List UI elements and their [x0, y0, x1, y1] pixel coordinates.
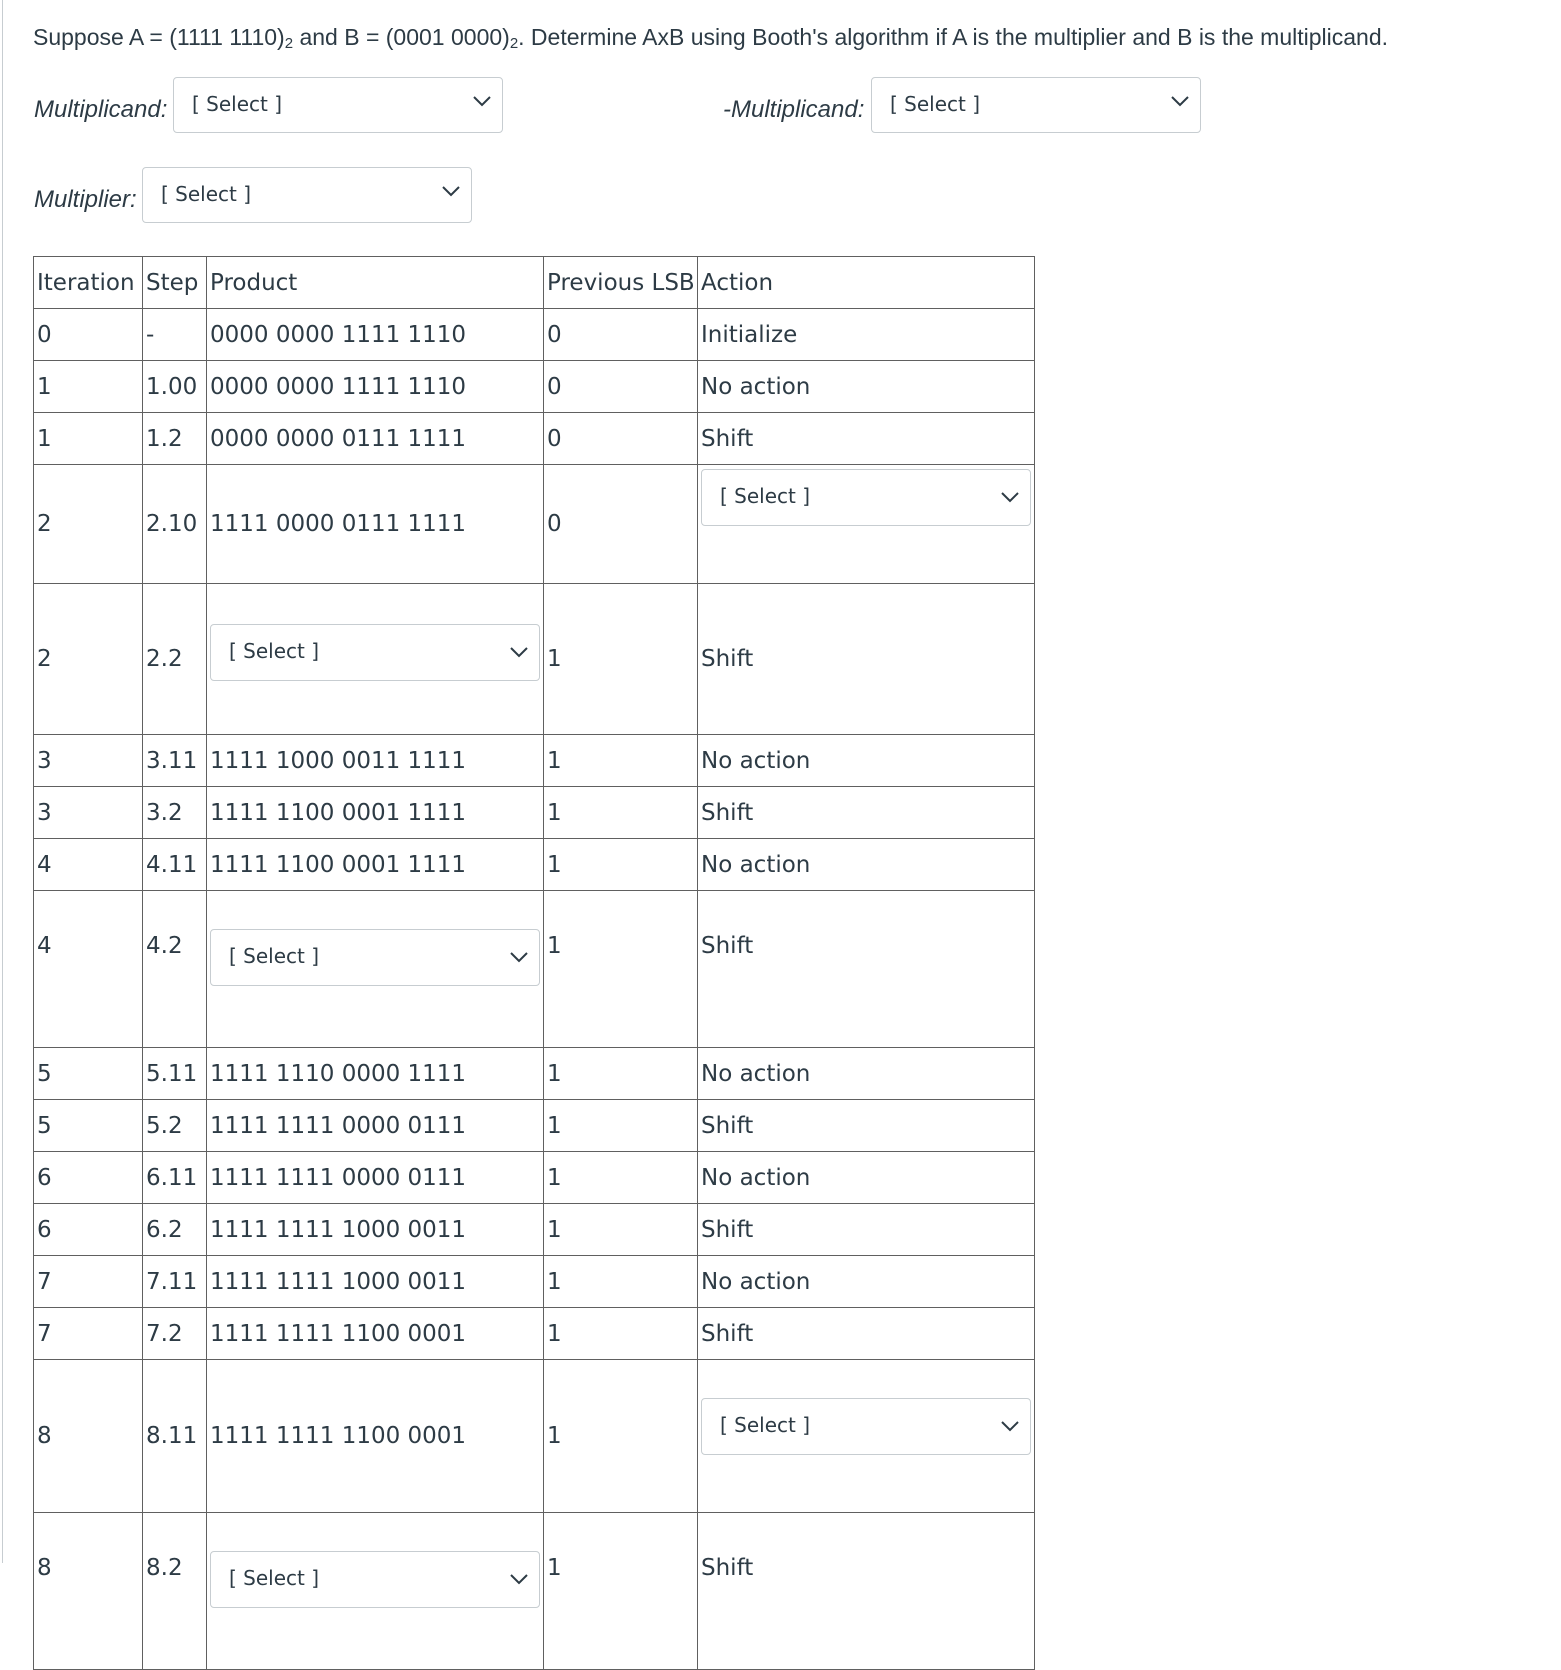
chevron-down-icon — [472, 94, 492, 108]
cell-iteration: 2 — [34, 465, 143, 584]
product-select-4-2[interactable] — [210, 929, 540, 986]
product-select-8-2[interactable] — [210, 1551, 540, 1608]
cell-lsb: 1 — [544, 1360, 698, 1513]
cell-step: 2.2 — [143, 584, 207, 735]
header-action: Action — [698, 257, 1035, 309]
cell-action: No action — [698, 1256, 1035, 1308]
table-row — [34, 465, 1035, 584]
cell-step: 1.00 — [143, 361, 207, 413]
cell-action — [698, 465, 1035, 584]
cell-iteration: 2 — [34, 584, 143, 735]
cell-step: 4.2 — [143, 891, 207, 1048]
cell-step: - — [143, 309, 207, 361]
cell-step: 6.2 — [143, 1204, 207, 1256]
cell-step: 3.2 — [143, 787, 207, 839]
cell-step: 2.10 — [143, 465, 207, 584]
cell-lsb: 0 — [544, 361, 698, 413]
chevron-down-icon — [509, 950, 529, 964]
table-row — [34, 839, 1035, 891]
cell-action: No action — [698, 839, 1035, 891]
cell-lsb: 0 — [544, 309, 698, 361]
cell-action: No action — [698, 735, 1035, 787]
cell-product: 0000 0000 0111 1111 — [207, 413, 544, 465]
multiplicand-label: Multiplicand: — [34, 96, 168, 123]
cell-iteration: 4 — [34, 891, 143, 1048]
cell-lsb: 0 — [544, 465, 698, 584]
table-row — [34, 1100, 1035, 1152]
neg-multiplicand-select-value: [ Select ] — [890, 92, 981, 116]
cell-iteration: 3 — [34, 787, 143, 839]
table-row — [34, 1360, 1035, 1513]
header-product: Product — [207, 257, 544, 309]
cell-lsb: 1 — [544, 1308, 698, 1360]
cell-step: 1.2 — [143, 413, 207, 465]
header-iteration: Iteration — [34, 257, 143, 309]
table-row — [34, 584, 1035, 735]
product-select-value: [ Select ] — [229, 638, 320, 663]
cell-step: 7.2 — [143, 1308, 207, 1360]
cell-product: 1111 1111 0000 0111 — [207, 1100, 544, 1152]
table-row — [34, 413, 1035, 465]
cell-product — [207, 584, 544, 735]
table-row — [34, 787, 1035, 839]
cell-iteration: 7 — [34, 1308, 143, 1360]
page-left-border — [2, 0, 3, 1563]
cell-product: 1111 1111 0000 0111 — [207, 1152, 544, 1204]
product-select-value: [ Select ] — [229, 944, 320, 968]
cell-product: 1111 1111 1000 0011 — [207, 1256, 544, 1308]
cell-iteration: 8 — [34, 1513, 143, 1670]
chevron-down-icon — [509, 645, 529, 659]
cell-step: 6.11 — [143, 1152, 207, 1204]
table-header-row — [34, 257, 1035, 309]
cell-lsb: 1 — [544, 787, 698, 839]
cell-step: 4.11 — [143, 839, 207, 891]
cell-product: 1111 1111 1100 0001 — [207, 1360, 544, 1513]
cell-action: Shift — [698, 1204, 1035, 1256]
cell-product — [207, 1513, 544, 1670]
multiplier-label: Multiplier: — [34, 186, 137, 213]
cell-product: 1111 1000 0011 1111 — [207, 735, 544, 787]
cell-lsb: 1 — [544, 1256, 698, 1308]
chevron-down-icon — [1170, 94, 1190, 108]
cell-action: Shift — [698, 891, 1035, 1048]
action-select-8-11[interactable] — [701, 1398, 1031, 1455]
neg-multiplicand-label: -Multiplicand: — [723, 96, 865, 123]
cell-iteration: 8 — [34, 1360, 143, 1513]
cell-lsb: 1 — [544, 1152, 698, 1204]
cell-lsb: 1 — [544, 584, 698, 735]
cell-iteration: 7 — [34, 1256, 143, 1308]
cell-step: 8.2 — [143, 1513, 207, 1670]
table-row — [34, 309, 1035, 361]
cell-product: 1111 1100 0001 1111 — [207, 839, 544, 891]
cell-action: Shift — [698, 1308, 1035, 1360]
table-row — [34, 1308, 1035, 1360]
neg-multiplicand-select[interactable] — [871, 77, 1201, 133]
cell-iteration: 1 — [34, 413, 143, 465]
cell-action: Shift — [698, 1513, 1035, 1670]
header-step: Step — [143, 257, 207, 309]
product-select-2-2[interactable] — [210, 624, 540, 681]
action-select-2-10[interactable] — [701, 469, 1031, 526]
cell-step: 7.11 — [143, 1256, 207, 1308]
action-select-value: [ Select ] — [720, 1413, 811, 1437]
cell-product — [207, 891, 544, 1048]
cell-step: 3.11 — [143, 735, 207, 787]
cell-lsb: 1 — [544, 1048, 698, 1100]
cell-lsb: 1 — [544, 1513, 698, 1670]
booth-table — [33, 256, 1035, 1670]
cell-action: Initialize — [698, 309, 1035, 361]
cell-lsb: 1 — [544, 839, 698, 891]
chevron-down-icon — [1000, 1419, 1020, 1433]
chevron-down-icon — [509, 1572, 529, 1586]
table-row — [34, 735, 1035, 787]
question-text: Suppose A = (1111 $1110)_2$ and B = (0001 $0000)_2$. Determine AxB using Booth's algorithm if A is the multiplier and B is the multiplicand. — [33, 24, 1389, 52]
table-row — [34, 891, 1035, 1048]
cell-action: Shift — [698, 413, 1035, 465]
cell-product: 1111 1100 0001 1111 — [207, 787, 544, 839]
cell-action: Shift — [698, 787, 1035, 839]
cell-action: No action — [698, 1048, 1035, 1100]
cell-product: 1111 1111 1100 0001 — [207, 1308, 544, 1360]
cell-lsb: 0 — [544, 413, 698, 465]
cell-action: Shift — [698, 1100, 1035, 1152]
multiplier-select[interactable] — [142, 167, 472, 223]
cell-step: 5.11 — [143, 1048, 207, 1100]
action-select-value: [ Select ] — [720, 484, 811, 508]
table-row — [34, 1204, 1035, 1256]
table-row — [34, 1152, 1035, 1204]
multiplicand-select-value: [ Select ] — [192, 92, 283, 116]
cell-lsb: 1 — [544, 891, 698, 1048]
cell-iteration: 4 — [34, 839, 143, 891]
cell-action — [698, 1360, 1035, 1513]
cell-product: 1111 0000 0111 1111 — [207, 465, 544, 584]
cell-lsb: 1 — [544, 735, 698, 787]
cell-iteration: 1 — [34, 361, 143, 413]
cell-iteration: 6 — [34, 1204, 143, 1256]
cell-iteration: 5 — [34, 1100, 143, 1152]
header-previous-lsb: Previous LSB — [544, 257, 698, 309]
multiplicand-select[interactable] — [173, 77, 503, 133]
cell-step: 5.2 — [143, 1100, 207, 1152]
cell-product: 0000 0000 1111 1110 — [207, 309, 544, 361]
multiplier-select-value: [ Select ] — [161, 182, 252, 206]
cell-iteration: 5 — [34, 1048, 143, 1100]
cell-product: 1111 1110 0000 1111 — [207, 1048, 544, 1100]
cell-iteration: 3 — [34, 735, 143, 787]
product-select-value: [ Select ] — [229, 1566, 320, 1590]
cell-product: 0000 0000 1111 1110 — [207, 361, 544, 413]
cell-action: No action — [698, 361, 1035, 413]
cell-lsb: 1 — [544, 1100, 698, 1152]
chevron-down-icon — [441, 184, 461, 198]
table-row — [34, 1048, 1035, 1100]
table-row — [34, 1256, 1035, 1308]
cell-step: 8.11 — [143, 1360, 207, 1513]
cell-action: Shift — [698, 584, 1035, 735]
cell-product: 1111 1111 1000 0011 — [207, 1204, 544, 1256]
table-row — [34, 361, 1035, 413]
cell-iteration: 0 — [34, 309, 143, 361]
chevron-down-icon — [1000, 490, 1020, 504]
cell-iteration: 6 — [34, 1152, 143, 1204]
cell-lsb: 1 — [544, 1204, 698, 1256]
table-row — [34, 1513, 1035, 1670]
cell-action: No action — [698, 1152, 1035, 1204]
